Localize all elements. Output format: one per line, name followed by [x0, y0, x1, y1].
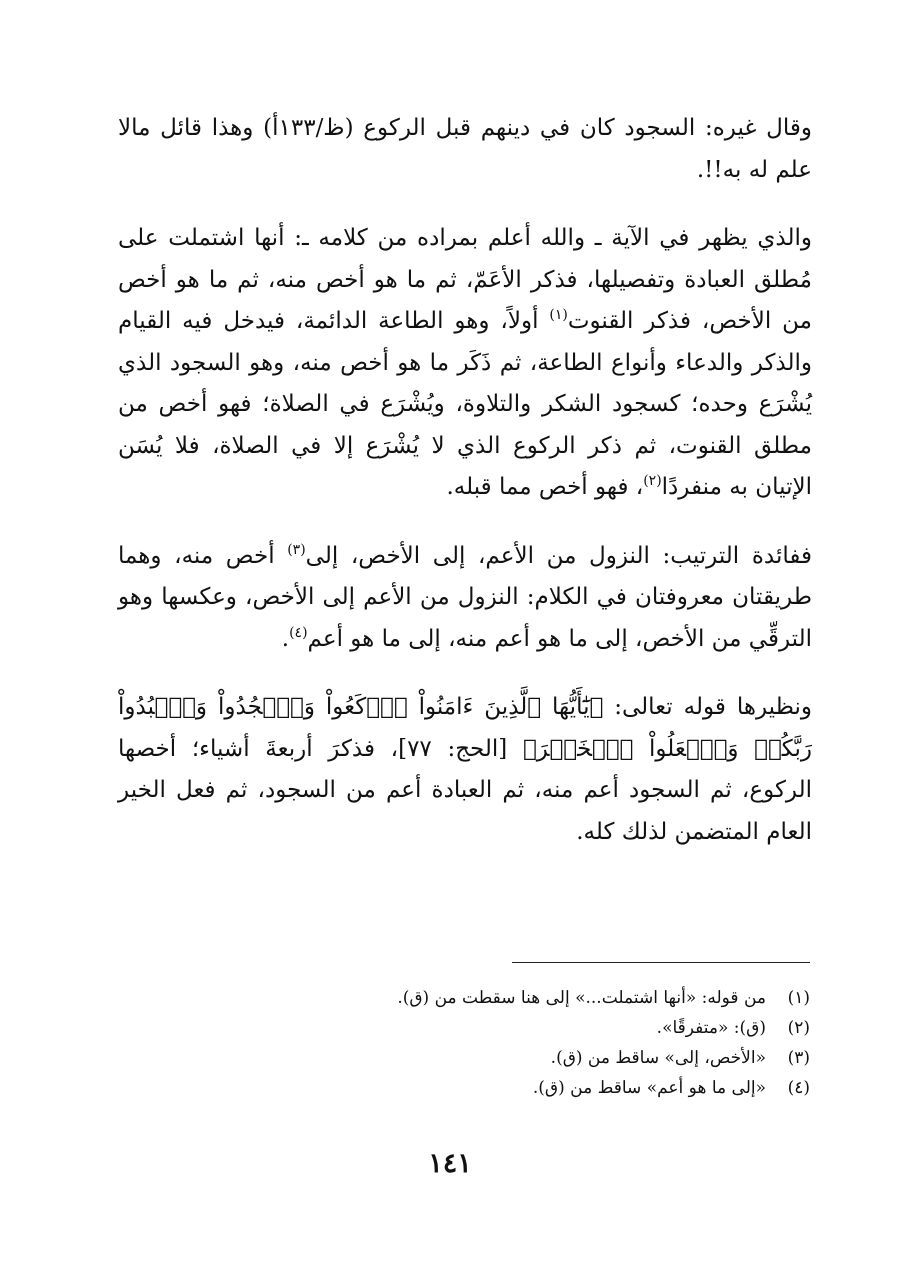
- text-run: ففائدة الترتيب: النزول من الأعم، إلى الأخص، إلى: [305, 542, 812, 569]
- paragraph-p2: [118, 218, 812, 509]
- footnote-ref: (١): [549, 307, 568, 323]
- text-run: أخص منه، وهما طريقتان معروفتان في الكلام: النزول من الأعم إلى الأخص، وعكسها وهو الترقِّي من الأخص، إلى ما هو أعم منه، إلى ما هو أعم: [118, 542, 812, 652]
- text-run: والذي يظهر في الآية ـ والله أعلم بمراده من كلامه ـ: أنها اشتملت على مُطلق العبادة وتفصيلها، فذكر الأعَمّ، ثم ما هو أخص منه، ثم ما هو أخص من الأخص، فذكر القنوت: [118, 225, 812, 334]
- text-run: .: [281, 625, 290, 652]
- footnote: [118, 983, 810, 1013]
- footnote-text: «الأخص، إلى» ساقط من (ق).: [550, 1048, 766, 1068]
- footnote-text: «إلى ما هو أعم» ساقط من (ق).: [532, 1078, 766, 1098]
- footnote-number: (٣): [787, 1048, 810, 1068]
- footnote: [118, 1073, 810, 1103]
- footnote-number: (١): [787, 988, 810, 1008]
- footnote-ref: (٢): [643, 473, 662, 489]
- text-run: [الحج: ٧٧]، فذكرَ أربعةَ أشياء؛ أخصها الركوع، ثم السجود أعم منه، ثم العبادة أعم من السجود، ثم فعل الخير العام المتضمن لذلك كله.: [118, 735, 812, 845]
- footnote-ref: (٣): [287, 541, 306, 558]
- paragraph-p4: [118, 687, 812, 853]
- text-run: أولاً، وهو الطاعة الدائمة، فيدخل فيه القيام والذكر والدعاء وأنواع الطاعة، ثم ذَكَر ما هو أخص منه، وهو السجود الذي يُشْرَع وحده؛ كسجود الشكر والتلاوة، ويُشْرَع في الصلاة؛ فهو أخص من مطلق القنوت، ثم ذكر الركوع الذي لا يُشْرَع إلا في الصلاة، فلا يُسَن الإتيان به منفردًا: [118, 308, 812, 500]
- footnote-ref: (٤): [289, 624, 308, 641]
- paragraph-p1: [118, 108, 812, 191]
- text-run: ، فهو أخص مما قبله.: [446, 474, 644, 500]
- quran-verse: ﴿يَٰٓأَيُّهَا ٱلَّذِينَ ءَامَنُواْ ٱرۡكَعُواْ وَٱسۡجُدُواْ وَٱعۡبُدُواْ رَبَّكُمۡ وَٱفۡعَلُواْ ٱلۡخَيۡرَ﴾: [118, 694, 812, 762]
- footnote-number: (٢): [787, 1018, 810, 1038]
- page-number: ١٤١: [428, 1148, 472, 1179]
- footnotes: [118, 983, 810, 1103]
- footnote-number: (٤): [787, 1078, 810, 1098]
- paragraph-p3: [118, 536, 812, 661]
- footnote-separator: [512, 962, 810, 963]
- footnote: [118, 1043, 810, 1073]
- footnote: [118, 1013, 810, 1043]
- text-run: ونظيرها قوله تعالى:: [603, 694, 812, 720]
- main-text: [118, 108, 812, 880]
- text-run: وقال غيره: السجود كان في دينهم قبل الركوع (ظ/١٣٣أ) وهذا قائل مالا علم له به!!.: [118, 115, 812, 183]
- footnote-text: (ق): «متفرقًا».: [656, 1018, 766, 1038]
- footnote-text: من قوله: «أنها اشتملت...» إلى هنا سقطت من (ق).: [397, 988, 766, 1008]
